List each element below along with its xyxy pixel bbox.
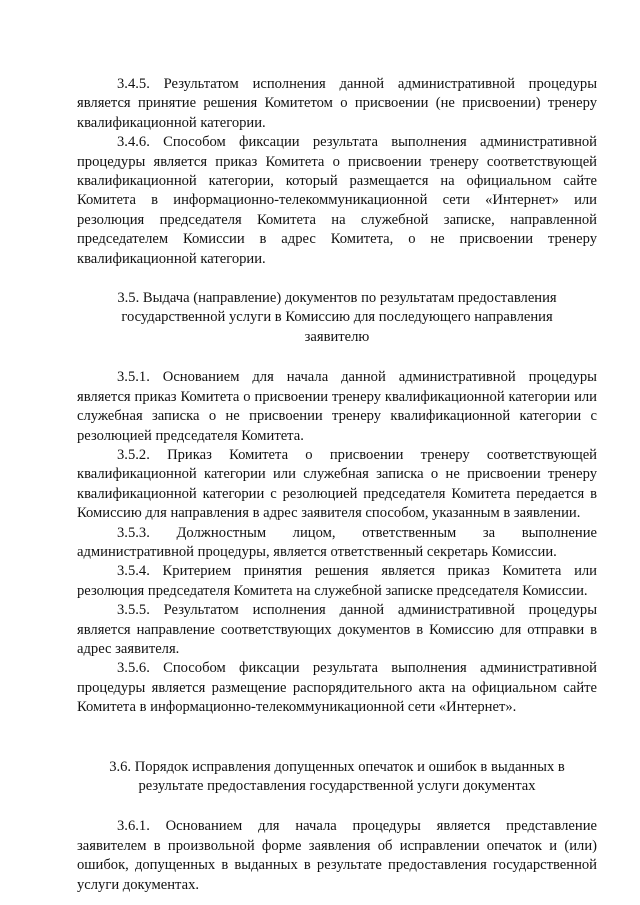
paragraph-3-5-1: 3.5.1. Основанием для начала данной административной процедуры является приказ Комитета о присвоении тренеру квалификационной категории или служебная записка о не присвоении тренеру квалификационной категории с резолюцией председателя Комитета. (77, 369, 597, 444)
document-page (77, 75, 597, 895)
paragraph-3-5-5: 3.5.5. Результатом исполнения данной административной процедуры является направление соответствующих документов в Комиссию для отправки в адрес заявителя. (77, 602, 597, 657)
paragraph-3-4-5: 3.4.5. Результатом исполнения данной административной процедуры является принятие решения Комитетом о присвоении (не присвоении) тренеру квалификационной категории. (77, 76, 597, 131)
paragraph-3-4-6: 3.4.6. Способом фиксации результата выполнения административной процедуры является приказ Комитета о присвоении тренеру соответствующей квалификационной категории, который размещается на официальном сайте Комитета в информационно-телекоммуникационной сети «Интернет» или резолюция председателя Комитета на служебной записке, направленной председателем Комиссии в адрес Комитета, о не присвоении тренеру квалификационной категории. (77, 134, 597, 267)
paragraph-3-5-2: 3.5.2. Приказ Комитета о присвоении тренеру соответствующей квалификационной категории или служебная записка о не присвоении тренеру квалификационной категории с резолюцией председателя Комитета передается в Комиссию для направления в адрес заявителя способом, указанным в заявлении. (77, 446, 597, 522)
heading-3-5: 3.5. Выдача (направление) документов по результатам предоставления государственной услуги в Комиссию для последующего направления заявителю (117, 290, 557, 345)
paragraph-3-5-3: 3.5.3. Должностным лицом, ответственным за выполнение административной процедуры, является ответственный секретарь Комиссии. (77, 524, 597, 560)
paragraph-3-5-4: 3.5.4. Критерием принятия решения является приказ Комитета или резолюция председателя Комитета на служебной записке председателя Комиссии. (77, 563, 597, 599)
heading-3-6: 3.6. Порядок исправления допущенных опечаток и ошибок в выданных в результате предоставления государственной услуги документах (109, 758, 565, 794)
paragraph-3-6-1: 3.6.1. Основанием для начала процедуры является представление заявителем в произвольной форме заявления об исправлении опечаток и (или) ошибок, допущенных в выданных в результате предоставления государственной услуги документах. (77, 818, 597, 893)
paragraph-3-5-6: 3.5.6. Способом фиксации результата выполнения административной процедуры является размещение распорядительного акта на официальном сайте Комитета в информационно-телекоммуникационной сети «Интернет». (77, 660, 597, 716)
